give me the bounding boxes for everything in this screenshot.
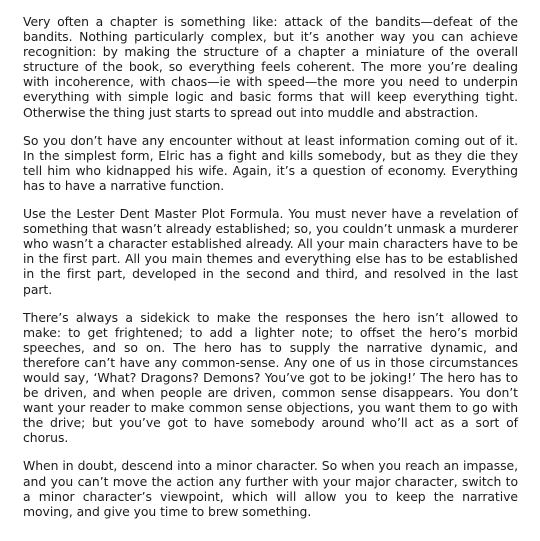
paragraph-chapter-structure: Very often a chapter is something like: attack of the bandits—defeat of the bandits. Nothing particularly complex, but it’s another way you can achieve recognition: by making the structure of a chapter a miniature of the overall structure of the book, so everything feels coherent. The more you’re dealing with incoherence, with chaos—ie with speed—the more you need to underpin everything with simple logic and basic forms that will keep everything tight. Otherwise the thing just starts to spread out into muddle and abstraction. [23,14,518,120]
paragraph-sidekick: There’s always a sidekick to make the responses the hero isn’t allowed to make: to get frightened; to add a lighter note; to offset the hero’s morbid speeches, and so on. The hero has to supply the narrative dynamic, and therefore can’t have any common-sense. Any one of us in those circumstances would say, ‘What? Dragons? Demons? You’ve got to be joking!’ The hero has to be driven, and when people are driven, common sense disappears. You don’t want your reader to make common sense objections, you want them to go with the drive; but you’ve got to have somebody around who’ll act as a sort of chorus. [23,309,518,446]
paragraph-encounter-information: So you don’t have any encounter without at least information coming out of it. In the simplest form, Elric has a fight and kills somebody, but as they die they tell him who kidnapped his wife. Again, it’s a question of economy. Everything has to have a narrative function. [23,132,518,193]
paragraph-plot-formula: Use the Lester Dent Master Plot Formula. You must never have a revelation of something that wasn’t already established; so, you couldn’t unmask a murderer who wasn’t a character established already. All your main characters have to be in the first part. All you main themes and everything else has to be established in the first part, developed in the second and third, and resolved in the last part. [23,206,518,297]
paragraph-minor-character: When in doubt, descend into a minor character. So when you reach an impasse, and you can’t move the action any further with your major character, switch to a minor character’s viewpoint, which will allow you to keep the narrative moving, and give you time to brew something. [23,458,518,519]
document-page [23,14,518,532]
